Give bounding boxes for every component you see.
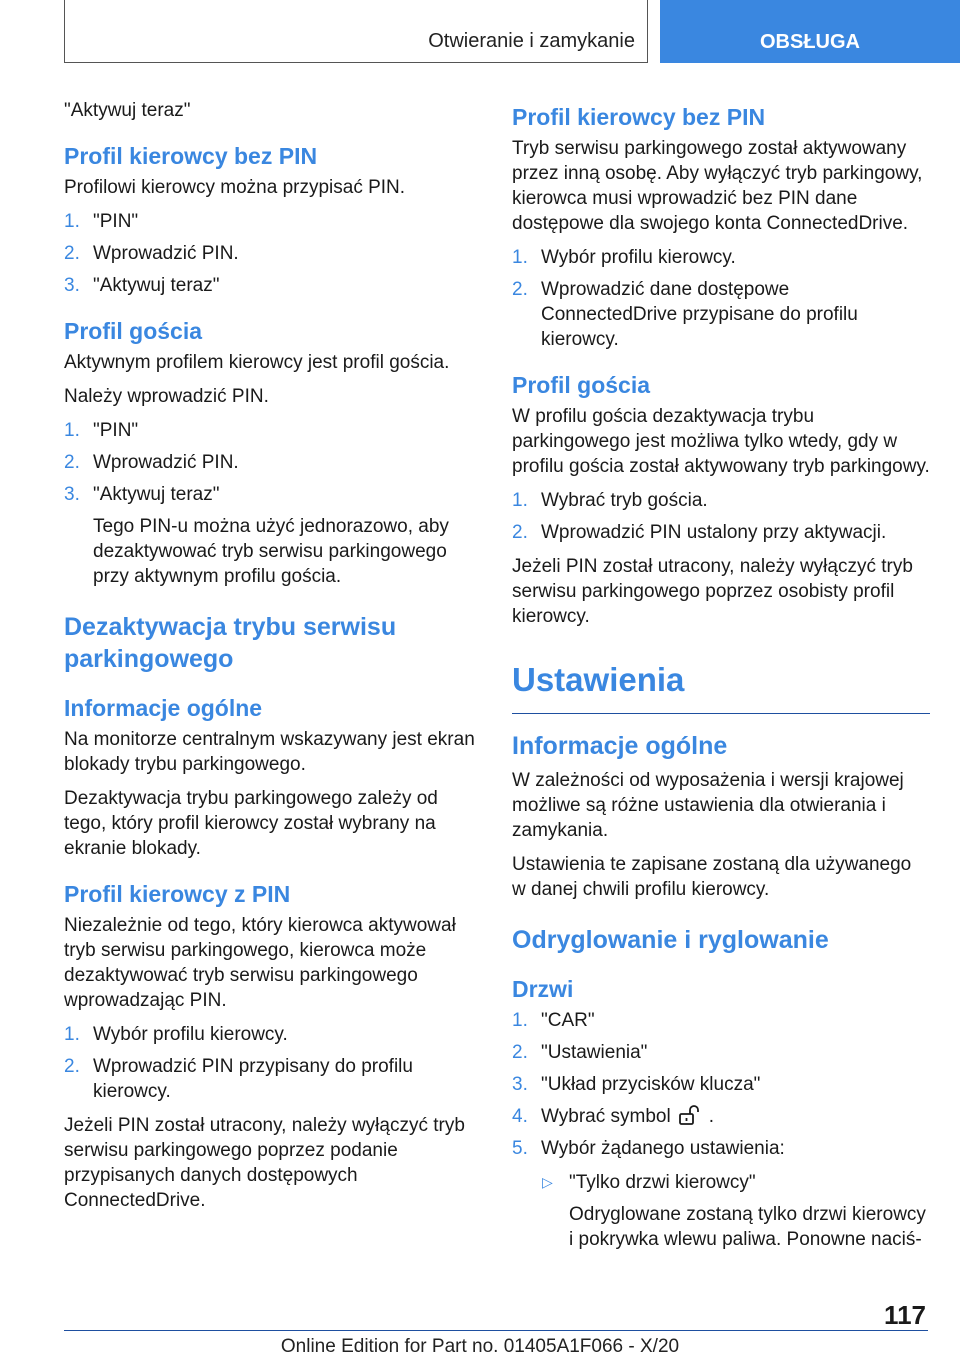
step-item: 1. "PIN" bbox=[64, 211, 139, 232]
triangle-bullet-icon: ▷ bbox=[542, 1174, 553, 1190]
chapter-tab-label: OBSŁUGA bbox=[760, 31, 860, 53]
heading-general-info: Informacje ogólne bbox=[64, 695, 263, 721]
paragraph: "Aktywuj teraz" bbox=[64, 100, 191, 121]
step-item: 5. Wybór żądanego ustawienia: bbox=[512, 1138, 785, 1159]
step-item: 4. Wybrać symbol . bbox=[512, 1106, 714, 1127]
left-column bbox=[64, 98, 482, 1222]
step-note: Tego PIN-u można użyć jednorazowo, aby dezaktywować tryb serwisu parkingowego przy aktywnym profilu gościa. bbox=[93, 516, 449, 587]
heading-driver-profile-with-pin: Profil kierowcy z PIN bbox=[64, 881, 291, 907]
paragraph: Na monitorze centralnym wskazywany jest ekran blokady trybu parkingowego. bbox=[64, 729, 475, 775]
heading-settings: Ustawienia bbox=[512, 661, 685, 698]
footer-edition: Online Edition for Part no. 01405A1F066 - X/20 bbox=[280, 1336, 680, 1357]
paragraph: Niezależnie od tego, który kierowca aktywował tryb serwisu parkingowego, kierowca może dezaktywować tryb serwisu parkingowego wprowadzając PIN. bbox=[64, 915, 456, 1011]
step-item: 1. "PIN" bbox=[64, 420, 139, 441]
heading-guest-profile: Profil gościa bbox=[64, 318, 203, 344]
right-column bbox=[512, 102, 930, 1252]
paragraph: Należy wprowadzić PIN. bbox=[64, 386, 269, 407]
unlock-icon bbox=[677, 1104, 703, 1126]
paragraph: Ustawienia te zapisane zostaną dla używanego w danej chwili profilu kierowcy. bbox=[512, 854, 912, 900]
step-list bbox=[64, 209, 482, 298]
step-item: 1. Wybrać tryb gościa. bbox=[512, 490, 708, 511]
paragraph: Jeżeli PIN został utracony, należy wyłączyć tryb serwisu parkingowego poprzez podanie przypisanych danych dostępowych ConnectedDrive. bbox=[64, 1115, 465, 1211]
paragraph: Aktywnym profilem kierowcy jest profil gościa. bbox=[64, 352, 450, 373]
step-item: 1. Wybór profilu kierowcy. bbox=[64, 1024, 288, 1045]
step-item: 1. Wybór profilu kierowcy. bbox=[512, 247, 736, 268]
paragraph: Dezaktywacja trybu parkingowego zależy od tego, który profil kierowcy został wybrany na ekranie blokady. bbox=[64, 788, 438, 859]
page-number: 117 bbox=[884, 1300, 926, 1330]
heading-guest-profile: Profil gościa bbox=[512, 372, 651, 398]
section-title: Otwieranie i zamykanie bbox=[428, 30, 635, 52]
step-list bbox=[64, 1022, 482, 1104]
heading-general-info: Informacje ogólne bbox=[512, 732, 728, 760]
bullet-item: ▷ "Tylko drzwi kierowcy" bbox=[542, 1172, 756, 1193]
paragraph: W zależności od wyposażenia i wersji krajowej możliwe są różne ustawienia dla otwierania i zamykania. bbox=[512, 770, 904, 841]
step-item: 3. "Układ przycisków klucza" bbox=[512, 1074, 761, 1095]
chapter-tab bbox=[660, 0, 960, 63]
section-rule bbox=[512, 713, 930, 714]
paragraph: Jeżeli PIN został utracony, należy wyłączyć tryb serwisu parkingowego poprzez osobisty profil kierowcy. bbox=[512, 556, 913, 627]
step-item: 2. Wprowadzić PIN ustalony przy aktywacji. bbox=[512, 522, 887, 543]
heading-driver-profile-no-pin: Profil kierowcy bez PIN bbox=[512, 104, 766, 130]
paragraph: W profilu gościa dezaktywacja trybu parkingowego jest możliwa tylko wtedy, gdy w profilu gościa został aktywowany tryb parkingowy. bbox=[512, 406, 930, 477]
step-item: 2. Wprowadzić PIN. bbox=[64, 452, 239, 473]
paragraph: Tryb serwisu parkingowego został aktywowany przez inną osobę. Aby wyłączyć tryb parkingowy, kierowca musi wprowadzić bez PIN dane dostępowe dla swojego konta ConnectedDrive. bbox=[512, 138, 923, 234]
step-item: 2. Wprowadzić PIN. bbox=[64, 243, 239, 264]
step-list bbox=[512, 245, 930, 352]
step-item: 2. Wprowadzić dane dostępowe ConnectedDrive przypisane do profilu kierowcy. bbox=[512, 279, 858, 350]
header-frame bbox=[64, 0, 648, 63]
heading-driver-profile-no-pin: Profil kierowcy bez PIN bbox=[64, 143, 318, 169]
heading-doors: Drzwi bbox=[512, 976, 574, 1002]
step-item: 2. "Ustawienia" bbox=[512, 1042, 648, 1063]
heading-unlock-lock: Odryglowanie i ryglowanie bbox=[512, 926, 829, 954]
bullet-note: Odryglowane zostaną tylko drzwi kierowcy i pokrywka wlewu paliwa. Ponowne naciś- bbox=[569, 1204, 926, 1250]
step-item: 1. "CAR" bbox=[512, 1010, 595, 1031]
paragraph: Profilowi kierowcy można przypisać PIN. bbox=[64, 177, 406, 198]
step-list bbox=[512, 1008, 930, 1161]
step-item: 3. "Aktywuj teraz" bbox=[64, 484, 220, 505]
footer-rule bbox=[64, 1330, 928, 1331]
step-list bbox=[512, 488, 930, 545]
step-item: 2. Wprowadzić PIN przypisany do profilu kierowcy. bbox=[64, 1056, 413, 1102]
step-list bbox=[64, 418, 482, 507]
heading-deactivation: Dezaktywacja trybu serwisu parkingowego bbox=[64, 613, 397, 673]
step-item: 3. "Aktywuj teraz" bbox=[64, 275, 220, 296]
